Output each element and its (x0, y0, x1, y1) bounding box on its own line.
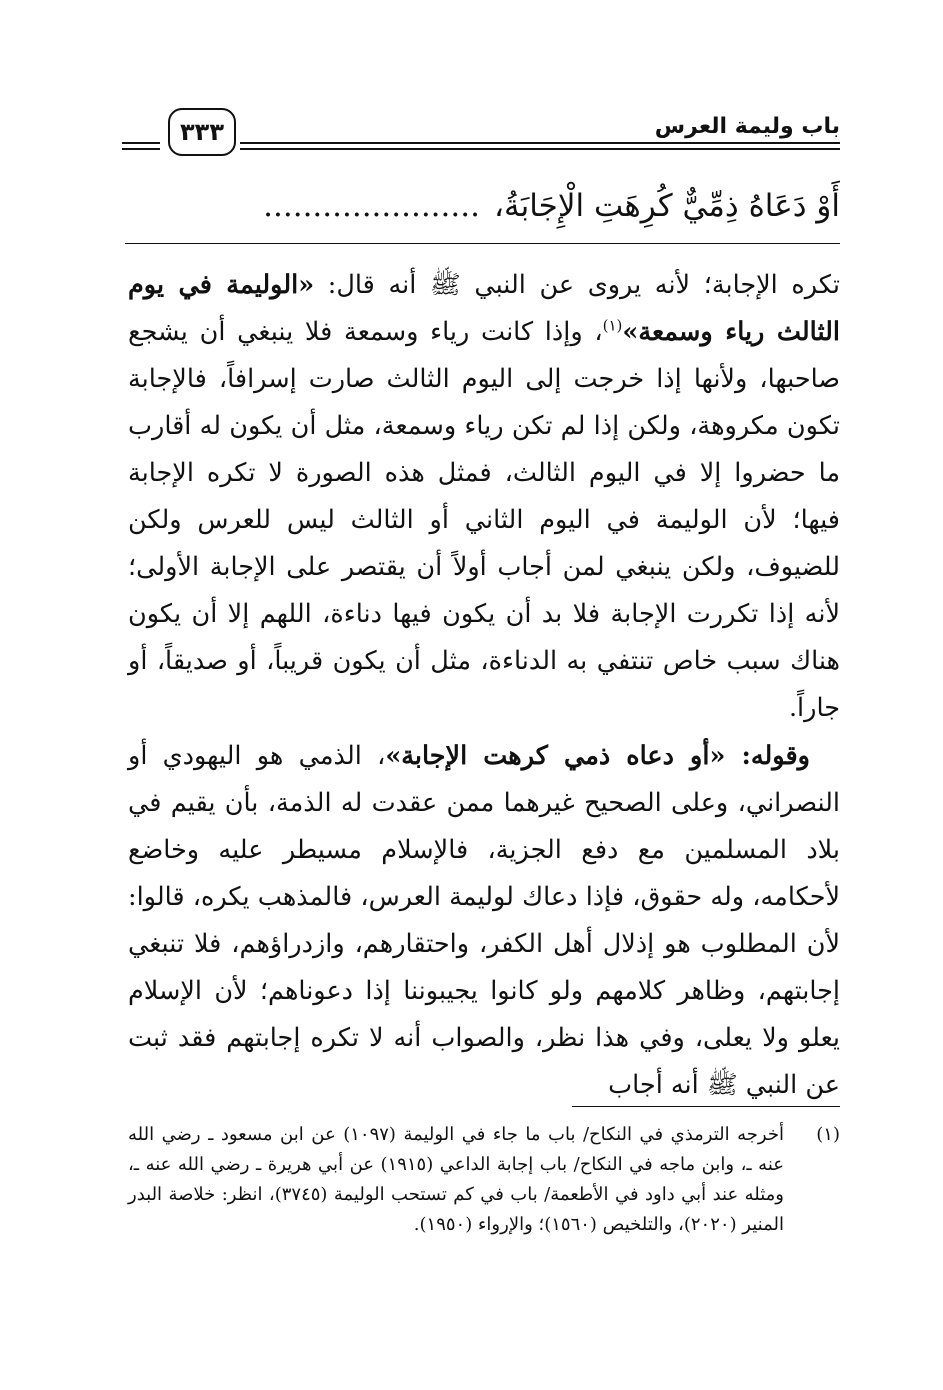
p2-text: ، الذمي هو اليهودي أو النصراني، وعلى الصحيح غيرهما ممن عقدت له الذمة، بأن يقيم في بلاد المسلمين مع دفع الجزية، فالإسلام مسيطر عليه وخاضع لأحكامه، وله حقوق، فإذا دعاك لوليمة العرس، فالمذهب يكره، قالوا: لأن المطلوب هو إذلال أهل الكفر، واحتقارهم، وازدراؤهم، فلا تنبغي إجابتهم، وظاهر كلامهم ولو كانوا يجيبوننا إذا دعوناهم؛ لأن الإسلام يعلو ولا يعلى، وفي هذا نظر، والصواب أنه لا تكره إجابتهم فقد ثبت عن النبي ﷺ أنه أجاب (128, 741, 840, 1100)
header-rule-bottom-left (122, 148, 160, 150)
matn-text: أَوْ دَعَاهُ ذِمِّيٌّ كُرِهَتِ الْإِجَابَةُ، (493, 188, 840, 224)
hadith-quote: «الوليمة في يوم الثالث رياء وسمعة» (128, 270, 840, 347)
footnote-reference: (١) (602, 316, 623, 335)
p1-text-rest: ، وإذا كانت رياء وسمعة فلا ينبغي أن يشجع صاحبها، ولأنها إذا خرجت إلى اليوم الثالث صارت إسرافاً، فالإجابة تكون مكروهة، ولكن إذا لم تكن رياء وسمعة، مثل أن يكون له أقارب ما حضروا إلا في اليوم الثالث، فمثل هذه الصورة لا تكره الإجابة فيها؛ لأن الوليمة في اليوم الثاني أو الثالث ليس للعرس ولكن للضيوف، ولكن ينبغي لمن أجاب أولاً أن يقتصر على الإجابة الأولى؛ لأنه إذا تكررت الإجابة فلا بد أن يكون فيها دناءة، اللهم إلا أن يكون هناك سبب خاص تنتفي به الدناءة، مثل أن يكون قريباً، أو صديقاً، أو جاراً. (128, 317, 840, 723)
p1-text-start: تكره الإجابة؛ لأنه يروى عن النبي ﷺ أنه قال: (314, 270, 840, 300)
footnote-item (128, 1120, 840, 1240)
matn-line (120, 176, 840, 236)
matn-dots: ...................... (263, 188, 480, 224)
page-number: ٣٣٣ (168, 108, 236, 156)
header-rule-bottom-right (240, 148, 840, 150)
footnote-text: أخرجه الترمذي في النكاح/ باب ما جاء في الوليمة (١٠٩٧) عن ابن مسعود ـ رضي الله عنه ـ، وابن ماجه في النكاح/ باب إجابة الداعي (١٩١٥) عن أبي هريرة ـ رضي الله عنه ـ، ومثله عند أبي داود في الأطعمة/ باب في كم تستحب الوليمة (٣٧٤٥)، انظر: خلاصة البدر المنير (٢٠٢٠)، والتلخيص (١٥٦٠)؛ والإرواء (١٩٥٠). (128, 1124, 784, 1235)
page-header (122, 108, 840, 168)
running-title: باب وليمة العرس (654, 114, 840, 139)
paragraph-1 (128, 262, 840, 732)
matn-divider (125, 243, 840, 244)
commentary-body (128, 262, 840, 1109)
header-rule-top-right (240, 142, 840, 144)
matn-quote: «أو دعاه ذمي كرهت الإجابة» (385, 741, 726, 771)
footnote-divider (572, 1106, 840, 1107)
paragraph-2 (128, 733, 840, 1109)
footnote-number: (١) (816, 1124, 840, 1145)
p2-label: وقوله: (725, 741, 810, 771)
footnotes (128, 1120, 840, 1240)
header-rule-top-left (122, 142, 160, 144)
